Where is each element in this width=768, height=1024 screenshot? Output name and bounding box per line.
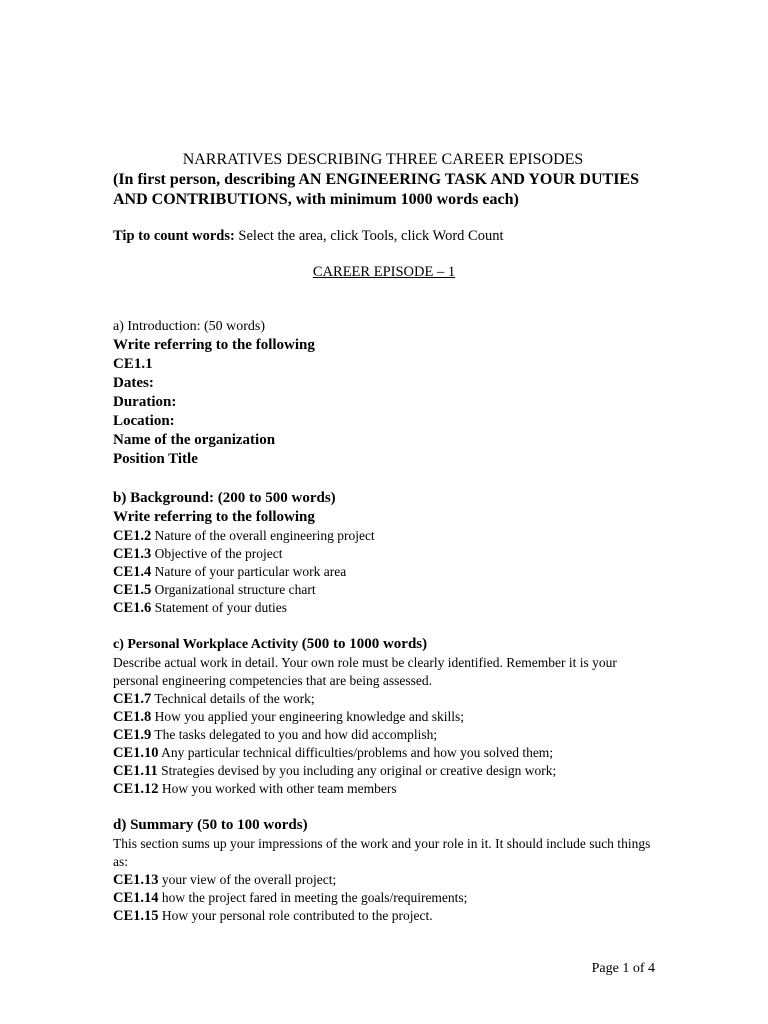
tip-label: Tip to count words:	[113, 228, 235, 244]
list-item: CE1.11 Strategies devised by you including any original or creative design work;	[113, 763, 557, 779]
section-intro: Write referring to the following	[113, 337, 315, 353]
field-line: Duration:	[113, 394, 177, 410]
heading-prefix: c) Personal Workplace Activity	[113, 637, 302, 652]
page-number: Page 1 of 4	[591, 961, 655, 976]
section-heading	[113, 635, 653, 654]
section-summary	[113, 816, 653, 925]
field-line: Location:	[113, 413, 175, 429]
list-item: CE1.14 how the project fared in meeting the goals/requirements;	[113, 890, 468, 906]
list-item: CE1.8 How you applied your engineering knowledge and skills;	[113, 709, 464, 725]
heading-prefix: b) Background:	[113, 490, 218, 506]
list-item: CE1.9 The tasks delegated to you and how did accomplish;	[113, 727, 438, 743]
list-item: CE1.13 your view of the overall project;	[113, 872, 337, 888]
list-item: CE1.4 Nature of your particular work area	[113, 564, 347, 580]
field-line: Dates:	[113, 375, 154, 391]
section-heading	[113, 317, 653, 336]
section-intro: Write referring to the following	[113, 509, 315, 525]
heading-words: (500 to 1000 words)	[301, 636, 428, 652]
list-item: CE1.3 Objective of the project	[113, 546, 283, 562]
title-line-3: AND CONTRIBUTIONS, with minimum 1000 words each)	[113, 191, 519, 208]
title-line-2: (In first person, describing AN ENGINEERING TASK AND YOUR DUTIES	[113, 171, 639, 188]
list-item: CE1.12 How you worked with other team members	[113, 781, 397, 797]
tip-text: Select the area, click Tools, click Word Count	[234, 228, 504, 244]
list-item: CE1.7 Technical details of the work;	[113, 691, 315, 707]
section-heading	[113, 816, 653, 835]
heading-words: (200 to 500 words)	[217, 490, 336, 506]
title-line-1: NARRATIVES DESCRIBING THREE CAREER EPISODES	[182, 151, 584, 168]
list-item: CE1.6 Statement of your duties	[113, 600, 288, 616]
word-count-tip	[113, 226, 503, 246]
field-line: Position Title	[113, 451, 198, 467]
section-heading	[113, 489, 653, 508]
episode-heading: CAREER EPISODE – 1	[312, 264, 456, 280]
list-item: CE1.15 How your personal role contributed to the project.	[113, 908, 433, 924]
heading-words: (50 to 100 words)	[197, 817, 308, 833]
section-introduction	[113, 317, 653, 469]
list-item: CE1.5 Organizational structure chart	[113, 582, 316, 598]
section-background	[113, 489, 653, 617]
list-item: CE1.10 Any particular technical difficulties/problems and how you solved them;	[113, 745, 554, 761]
list-item: CE1.2 Nature of the overall engineering project	[113, 528, 375, 544]
document-title	[113, 150, 653, 210]
section-description: Describe actual work in detail. Your own role must be clearly identified. Remember it is your personal engineering competencies that are being assessed.	[113, 655, 617, 688]
heading-prefix: d) Summary	[113, 817, 198, 833]
heading-words: (50 words)	[203, 319, 266, 334]
heading-prefix: a) Introduction:	[113, 319, 204, 334]
field-line: CE1.1	[113, 356, 153, 372]
section-description: This section sums up your impressions of the work and your role in it. It should include such things as:	[113, 836, 651, 869]
section-workplace-activity	[113, 635, 653, 798]
field-line: Name of the organization	[113, 432, 276, 448]
